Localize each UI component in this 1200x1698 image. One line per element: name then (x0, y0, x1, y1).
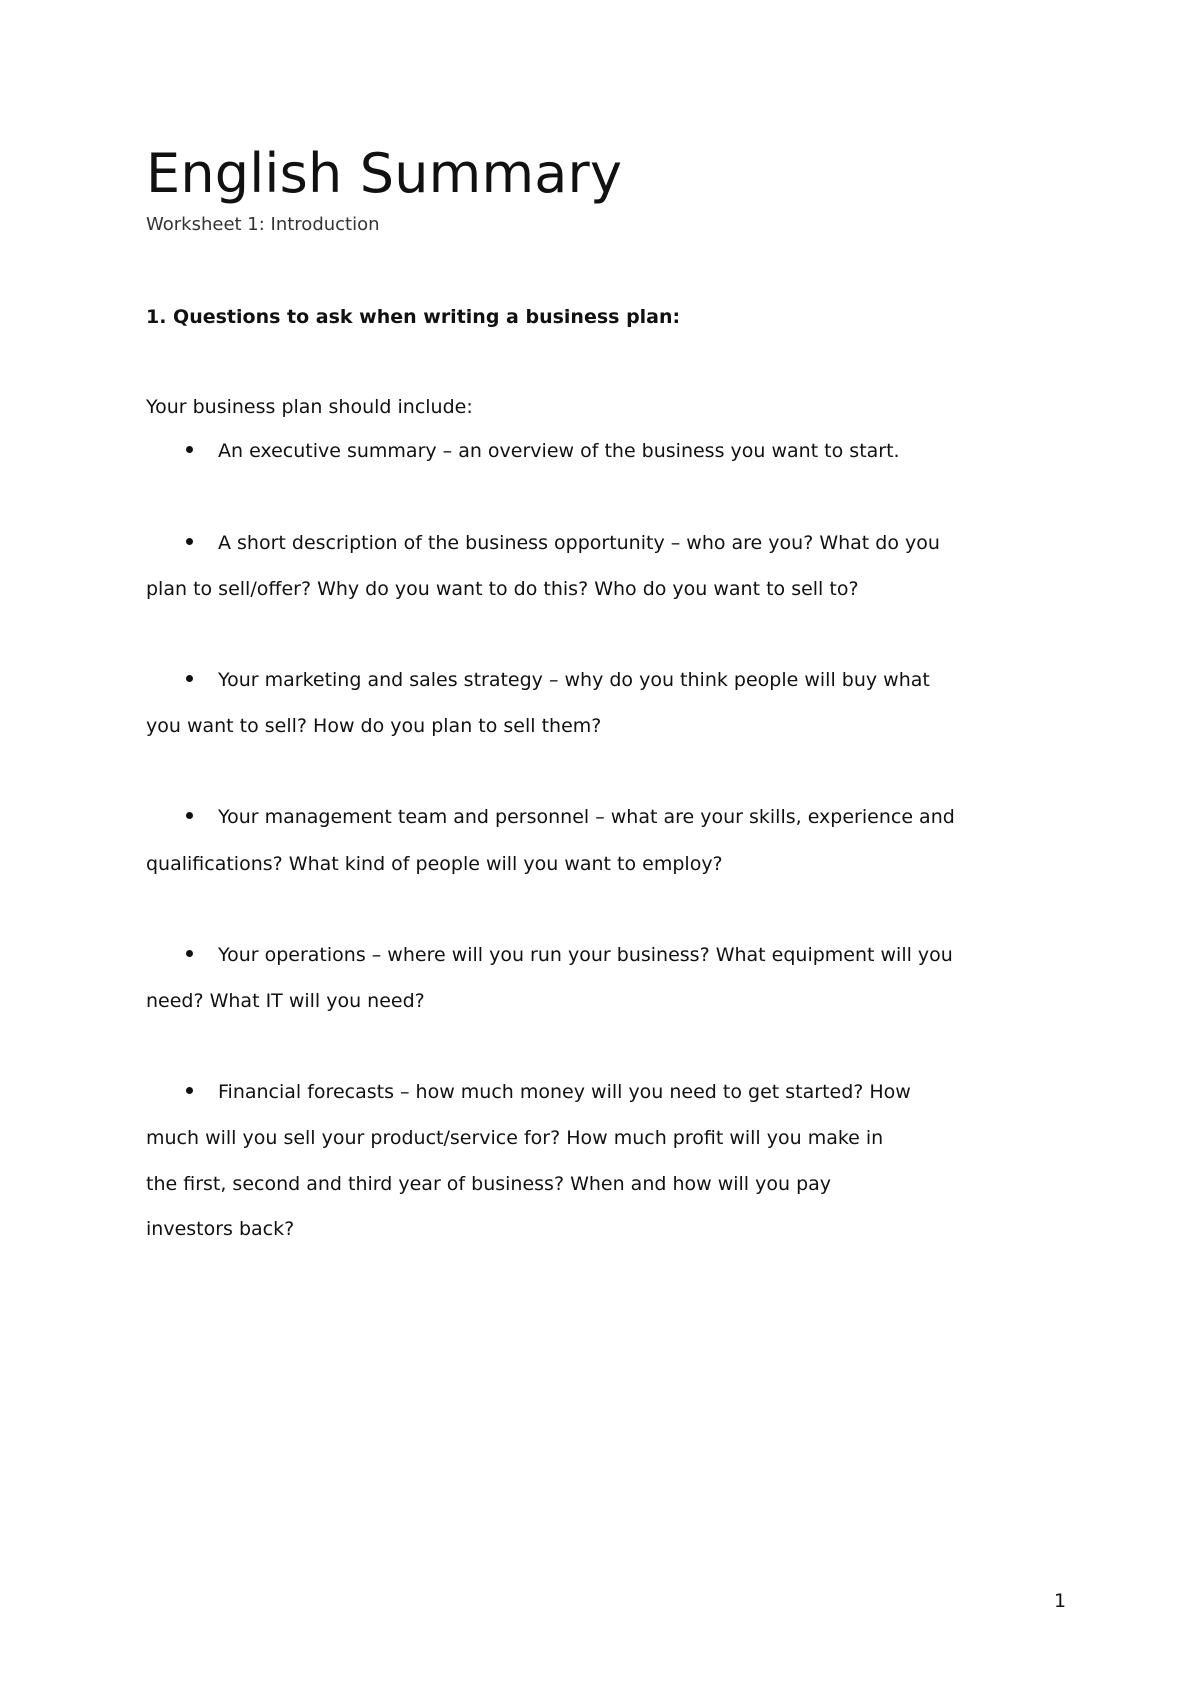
document-title: English Summary (146, 142, 623, 205)
bullet-6-line-3: the first, second and third year of business? When and how will you pay (146, 1173, 832, 1195)
bullet-6-line-2: much will you sell your product/service for? How much profit will you make in (146, 1127, 884, 1149)
section-heading: 1. Questions to ask when writing a business plan: (146, 306, 681, 328)
bullet-icon (186, 675, 193, 682)
bullet-2-line-1: A short description of the business opportunity – who are you? What do you (218, 532, 940, 554)
bullet-icon (186, 1087, 193, 1094)
page-number: 1 (1054, 1590, 1067, 1612)
bullet-icon (186, 538, 193, 545)
bullet-5-line-2: need? What IT will you need? (146, 990, 425, 1012)
document-subtitle: Worksheet 1: Introduction (146, 214, 380, 235)
bullet-5-line-1: Your operations – where will you run your business? What equipment will you (218, 944, 953, 966)
bullet-icon (186, 812, 193, 819)
intro-text: Your business plan should include: (146, 396, 473, 418)
bullet-2-line-2: plan to sell/offer? Why do you want to do this? Who do you want to sell to? (146, 578, 859, 600)
bullet-4-line-2: qualifications? What kind of people will you want to employ? (146, 853, 723, 875)
bullet-icon (186, 950, 193, 957)
bullet-3-line-2: you want to sell? How do you plan to sell them? (146, 715, 602, 737)
bullet-6-line-4: investors back? (146, 1218, 295, 1240)
bullet-3-line-1: Your marketing and sales strategy – why do you think people will buy what (218, 669, 930, 691)
bullet-1-line-1: An executive summary – an overview of the business you want to start. (218, 440, 900, 462)
bullet-4-line-1: Your management team and personnel – what are your skills, experience and (218, 806, 955, 828)
bullet-6-line-1: Financial forecasts – how much money will you need to get started? How (218, 1081, 911, 1103)
bullet-icon (186, 446, 193, 453)
